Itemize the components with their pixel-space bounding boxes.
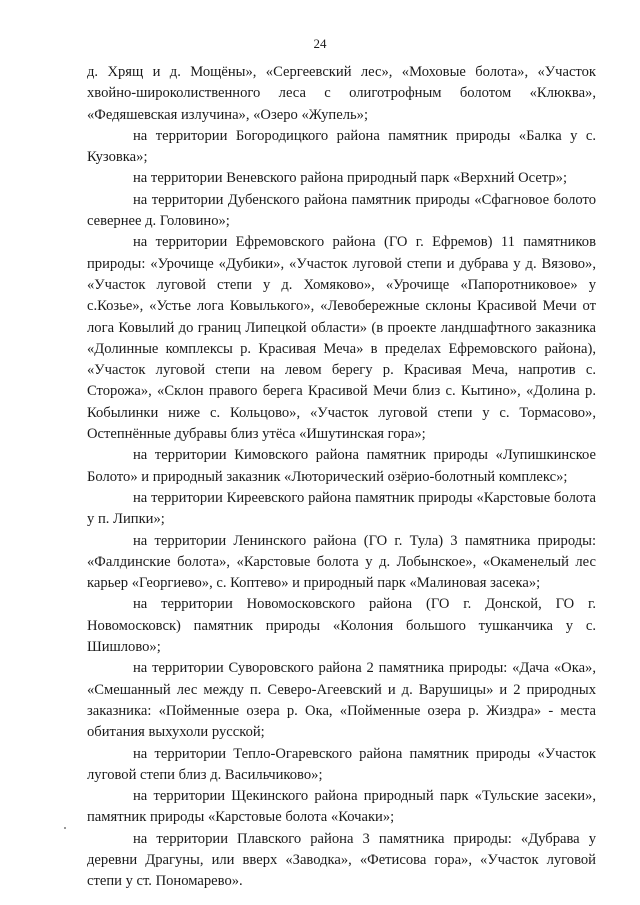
scan-speck xyxy=(64,827,66,829)
paragraph: на территории Плавского района 3 памятника природы: «Дубрава у деревни Драгуны, или вверх «Заводка», «Фетисова гора», «Участок луговой степи у ст. Пономарево». xyxy=(87,830,596,890)
page-number: 24 xyxy=(313,36,327,51)
paragraph: на территории Киреевского района памятник природы «Карстовые болота у п. Липки»; xyxy=(87,489,596,528)
paragraph: на территории Ленинского района (ГО г. Тула) 3 памятника природы: «Фалдинские болота», «Карстовые болота у д. Лобынское», «Окаменелый лес карьер «Георгиево», с. Коптево» и природный парк «Малиновая засека»; xyxy=(87,532,596,592)
document-body xyxy=(87,62,596,893)
paragraph: на территории Веневского района природный парк «Верхний Осетр»; xyxy=(133,170,568,187)
paragraph: на территории Щекинского района природный парк «Тульские засеки», памятник природы «Карстовые болота «Кочаки»; xyxy=(87,788,596,826)
paragraph: на территории Суворовского района 2 памятника природы: «Дача «Ока», «Смешанный лес между п. Северо-Агеевский и д. Варушицы» и 2 природных заказника: «Пойменные озера р. Ока, «Пойменные озера р. Жиздра» - места обитания выхухоли русской; xyxy=(87,660,596,741)
paragraph: д. Хрящ и д. Мощёны», «Сергеевский лес», «Моховые болота», «Участок хвойно-широколиственного леса с олиготрофным болотом «Клюква», «Федяшевская излучина», «Озеро «Жупель»; xyxy=(87,64,596,123)
paragraph: на территории Ефремовского района (ГО г. Ефремов) 11 памятников природы: «Урочище «Дубики», «Участок луговой степи и дубрава у д. Вязово», «Участок луговой степи у д. Хомяково», «Урочище «Папоротниковое» у с.Козье», «Устье лога Ковылького», «Левобережные склоны Красивой Мечи от лога Ковылий до границ Липецкой области» (в проекте ландшафтного заказника «Долинные комплексы р. Красивая Меча» в пределах Ефремовского района), «Участок луговой степи на левом берегу р. Красивая Меча, напротив с. Сторожа», «Склон правого берега Красивой Мечи близ с. Кытино», «Долина р. Кобылинки ниже с. Кольцово», «Участок луговой степи у с. Тормасово», Остепнённые дубравы близ утёса «Ишутинская гора»; xyxy=(87,234,596,443)
paragraph: на территории Богородицкого района памятник природы «Балка у с. Кузовка»; xyxy=(87,127,596,166)
paragraph: на территории Дубенского района памятник природы «Сфагновое болото севернее д. Головино»; xyxy=(87,191,596,230)
paragraph: на территории Тепло-Огаревского района памятник природы «Участок луговой степи близ д. Васильчиково»; xyxy=(87,745,596,783)
paragraph: на территории Новомосковского района (ГО г. Донской, ГО г. Новомосковск) памятник природы «Колония большого тушканчика у с. Шишлово»; xyxy=(87,596,596,656)
paragraph: на территории Кимовского района памятник природы «Лупишкинское Болото» и природный заказник «Люторический озёрио-болотный комплекс»; xyxy=(87,447,596,485)
